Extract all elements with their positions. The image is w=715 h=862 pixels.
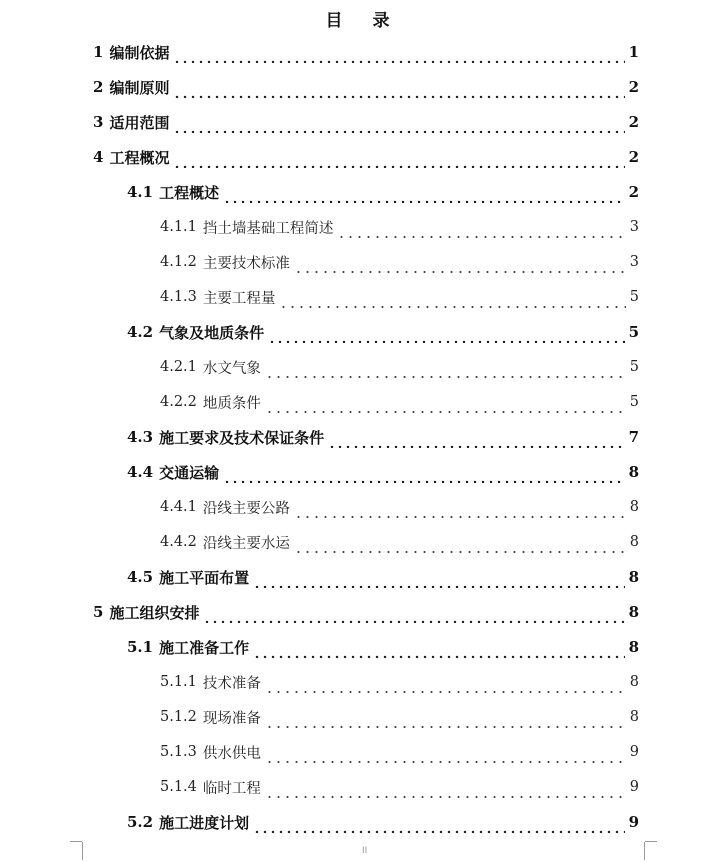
toc-entry-4-2-1[interactable]: [160, 356, 639, 378]
toc-entry-title: 挡土墙基础工程简述: [202, 220, 334, 237]
toc-entry-number: 4.5: [127, 568, 154, 586]
toc-entry-number: 5.2: [127, 813, 154, 831]
toc-leader-dots: [294, 255, 626, 273]
toc-entry-title: 工程概况: [109, 148, 170, 167]
toc-entry-page: 2: [628, 113, 639, 131]
toc-entry-title: 施工组织安排: [109, 603, 200, 622]
toc-entry-page: 1: [628, 43, 639, 61]
crop-mark-left-horizontal: [70, 841, 82, 842]
toc-entry-page: 9: [629, 744, 639, 760]
toc-entry-4-1-2[interactable]: [160, 251, 639, 273]
toc-entry-number: 5.1.1: [160, 674, 197, 690]
toc-leader-dots: [173, 150, 624, 168]
toc-entry-2[interactable]: [93, 76, 639, 98]
toc-entry-number: 2: [93, 78, 104, 96]
toc-leader-dots: [265, 710, 626, 728]
toc-leader-dots: [294, 535, 626, 553]
toc-entry-5-1-2[interactable]: [160, 706, 639, 728]
toc-entry-title: 气象及地质条件: [159, 323, 265, 342]
toc-entry-page: 7: [628, 428, 639, 446]
toc-entry-number: 5.1.3: [160, 744, 197, 760]
toc-entry-4-1[interactable]: [127, 181, 639, 203]
toc-entry-number: 4.4: [127, 463, 154, 481]
toc-entry-4[interactable]: [93, 146, 639, 168]
toc-entry-number: 5.1: [127, 638, 154, 656]
toc-entry-number: 4.1.3: [160, 289, 197, 305]
page-title: 目 录: [325, 11, 402, 31]
toc-leader-dots: [265, 360, 626, 378]
toc-entry-4-3[interactable]: [127, 426, 639, 448]
crop-mark-right-horizontal: [645, 841, 657, 842]
toc-leader-dots: [265, 780, 626, 798]
toc-entry-5[interactable]: [93, 601, 639, 623]
toc-entry-page: 8: [628, 568, 639, 586]
toc-leader-dots: [268, 325, 624, 343]
toc-leader-dots: [253, 815, 624, 833]
toc-entry-title: 技术准备: [202, 675, 261, 692]
toc-leader-dots: [223, 185, 624, 203]
toc-entry-title: 沿线主要公路: [202, 500, 290, 517]
crop-mark-right: [644, 842, 657, 860]
toc-leader-dots: [328, 430, 624, 448]
page-marker: II: [362, 846, 368, 856]
toc-entry-title: 施工要求及技术保证条件: [159, 428, 325, 447]
toc-entry-number: 4.4.1: [160, 499, 197, 515]
toc-entry-number: 4.4.2: [160, 534, 197, 550]
toc-entry-4-4[interactable]: [127, 461, 639, 483]
toc-entry-page: 8: [629, 674, 639, 690]
toc-entry-page: 8: [628, 638, 639, 656]
toc-leader-dots: [253, 570, 624, 588]
toc-entry-4-1-3[interactable]: [160, 286, 639, 308]
toc-leader-dots: [279, 290, 625, 308]
toc-entry-5-2[interactable]: [127, 811, 639, 833]
toc-entry-number: 5.1.2: [160, 709, 197, 725]
toc-entry-number: 4: [93, 148, 104, 166]
toc-entry-title: 编制依据: [109, 43, 170, 62]
toc-leader-dots: [173, 80, 624, 98]
toc-entry-5-1-1[interactable]: [160, 671, 639, 693]
toc-entry-number: 3: [93, 113, 104, 131]
toc-entry-number: 4.1.2: [160, 254, 197, 270]
toc-leader-dots: [265, 675, 626, 693]
toc-entry-title: 施工进度计划: [159, 813, 250, 832]
toc-entry-4-4-2[interactable]: [160, 531, 639, 553]
toc-entry-number: 5.1.4: [160, 779, 197, 795]
toc-entry-4-4-1[interactable]: [160, 496, 639, 518]
toc-entry-title: 主要工程量: [202, 290, 276, 307]
toc-leader-dots: [265, 395, 626, 413]
toc-entry-page: 5: [629, 394, 639, 410]
toc-entry-page: 5: [629, 359, 639, 375]
toc-entry-page: 8: [629, 709, 639, 725]
toc-entry-number: 4.3: [127, 428, 154, 446]
toc-leader-dots: [294, 500, 626, 518]
toc-entry-title: 水文气象: [202, 360, 261, 377]
toc-entry-4-5[interactable]: [127, 566, 639, 588]
toc-entry-title: 施工准备工作: [159, 638, 250, 657]
toc-entry-page: 8: [629, 499, 639, 515]
toc-entry-number: 5: [93, 603, 104, 621]
toc-entry-page: 3: [629, 219, 639, 235]
toc-entry-page: 2: [628, 78, 639, 96]
toc-entry-5-1-4[interactable]: [160, 776, 639, 798]
toc-entry-number: 4.2: [127, 323, 154, 341]
toc-entry-title: 适用范围: [109, 113, 170, 132]
toc-entry-4-2-2[interactable]: [160, 391, 639, 413]
toc-entry-page: 9: [629, 779, 639, 795]
toc-entry-page: 8: [629, 534, 639, 550]
toc-entry-5-1[interactable]: [127, 636, 639, 658]
toc-entry-number: 4.1.1: [160, 219, 197, 235]
toc-entry-page: 5: [629, 289, 639, 305]
toc-entry-page: 9: [628, 813, 639, 831]
toc-entry-page: 2: [628, 148, 639, 166]
toc-entry-title: 沿线主要水运: [202, 535, 290, 552]
toc-entry-4-2[interactable]: [127, 321, 639, 343]
toc-entry-number: 1: [93, 43, 104, 61]
toc-entry-number: 4.2.1: [160, 359, 197, 375]
toc-entry-page: 3: [629, 254, 639, 270]
toc-entry-page: 2: [628, 183, 639, 201]
toc-entry-title: 地质条件: [202, 395, 261, 412]
toc-entry-page: 8: [628, 603, 639, 621]
toc-entry-page: 5: [628, 323, 639, 341]
toc-leader-dots: [173, 45, 624, 63]
toc-entry-title: 工程概述: [159, 183, 220, 202]
toc-entry-number: 4.1: [127, 183, 154, 201]
toc-leader-dots: [223, 465, 624, 483]
toc-entry-title: 编制原则: [109, 78, 170, 97]
toc-entry-3[interactable]: [93, 111, 639, 133]
toc-entry-5-1-3[interactable]: [160, 741, 639, 763]
toc-entry-title: 供水供电: [202, 745, 261, 762]
toc-entry-1[interactable]: [93, 41, 639, 63]
toc-leader-dots: [265, 745, 626, 763]
toc-entry-number: 4.2.2: [160, 394, 197, 410]
toc-entry-title: 施工平面布置: [159, 568, 250, 587]
toc-leader-dots: [173, 115, 624, 133]
toc-entry-title: 交通运输: [159, 463, 220, 482]
toc-leader-dots: [337, 220, 625, 238]
toc-entry-4-1-1[interactable]: [160, 216, 639, 238]
toc-leader-dots: [203, 605, 624, 623]
toc-entry-page: 8: [628, 463, 639, 481]
toc-leader-dots: [253, 640, 624, 658]
toc-entry-title: 临时工程: [202, 780, 261, 797]
toc-entry-title: 现场准备: [202, 710, 261, 727]
crop-mark-left: [82, 842, 95, 860]
toc-entry-title: 主要技术标准: [202, 255, 290, 272]
